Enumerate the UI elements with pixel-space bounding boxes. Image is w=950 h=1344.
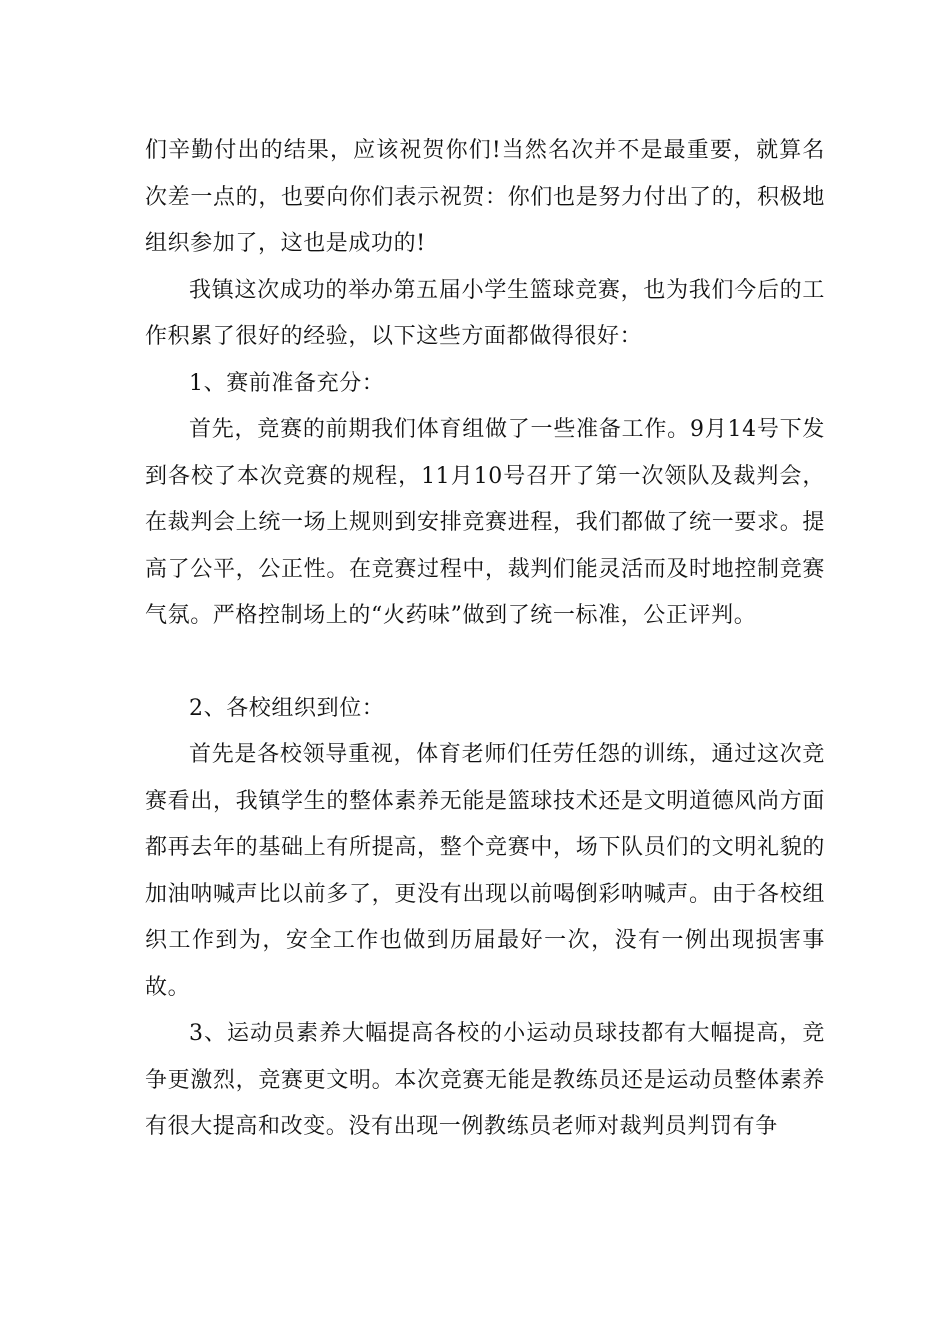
paragraph-athletes: 3、运动员素养大幅提高各校的小运动员球技都有大幅提高，竞争更激烈，竞赛更文明。本次竞赛无能是教练员还是运动员整体素养有很大提高和改变。没有出现一例教练员老师对裁判员判罚有争	[145, 1021, 825, 1139]
paragraph-continuation: 们辛勤付出的结果，应该祝贺你们!当然名次并不是最重要，就算名次差一点的，也要向你们表示祝贺：你们也是努力付出了的，积极地组织参加了，这也是成功的!	[145, 138, 825, 256]
section-heading-2: 2、各校组织到位：	[189, 695, 385, 721]
document-body	[145, 128, 825, 1151]
section-heading-1: 1、赛前准备充分：	[189, 370, 385, 396]
blank-line	[145, 640, 825, 686]
paragraph-organization: 首先是各校领导重视，体育老师们任劳任怨的训练，通过这次竞赛看出，我镇学生的整体素养无能是篮球技术还是文明道德风尚方面都再去年的基础上有所提高，整个竞赛中，场下队员们的文明礼貌的加油呐喊声比以前多了，更没有出现以前喝倒彩呐喊声。由于各校组织工作到为，安全工作也做到历届最好一次，没有一例出现损害事故。	[145, 742, 825, 1000]
paragraph-intro: 我镇这次成功的举办第五届小学生篮球竞赛，也为我们今后的工作积累了很好的经验，以下这些方面都做得很好：	[145, 277, 825, 349]
paragraph-preparation: 首先，竞赛的前期我们体育组做了一些准备工作。9月14号下发到各校了本次竞赛的规程，11月10号召开了第一次领队及裁判会，在裁判会上统一场上规则到安排竞赛进程，我们都做了统一要求。提高了公平，公正性。在竞赛过程中，裁判们能灵活而及时地控制竞赛气氛。严格控制场上的“火药味”做到了统一标准，公正评判。	[145, 417, 825, 628]
